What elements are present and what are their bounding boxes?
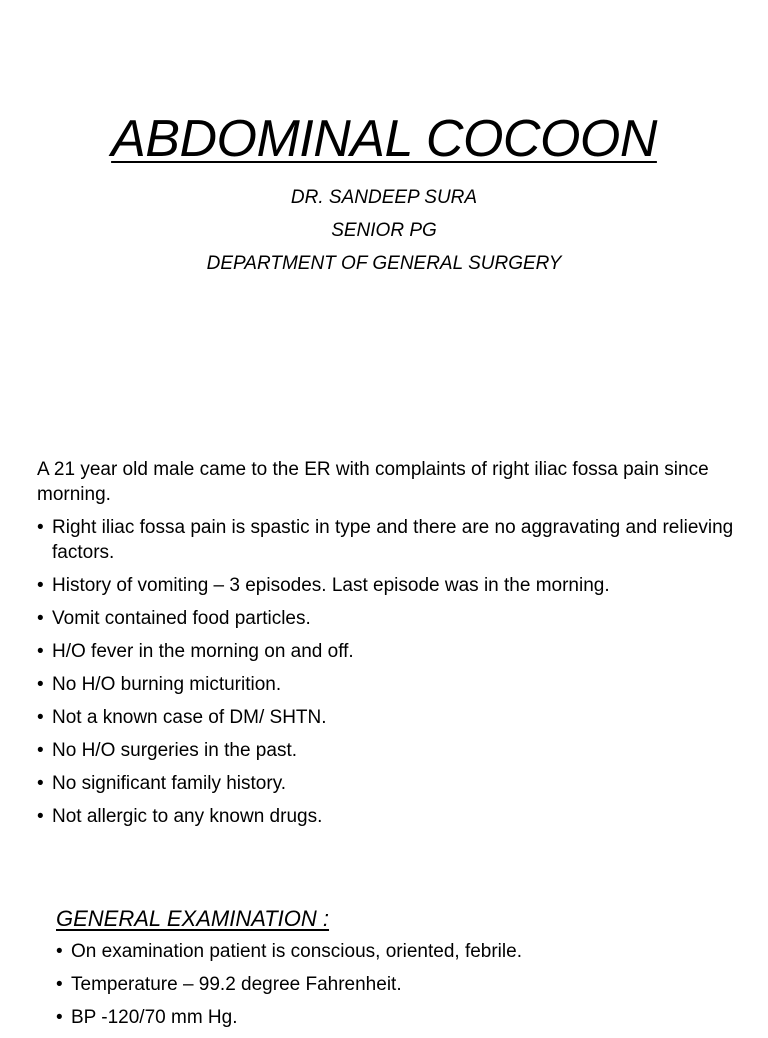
history-bullet-list	[37, 515, 737, 829]
author-name: DR. SANDEEP SURA	[290, 187, 478, 208]
document-title: ABDOMINAL COCOON	[111, 110, 657, 168]
history-bullet: • History of vomiting – 3 episodes. Last episode was in the morning.	[37, 573, 737, 598]
history-intro: A 21 year old male came to the ER with complaints of right iliac fossa pain since morning.	[37, 459, 709, 505]
general-examination-list	[56, 939, 746, 1030]
history-bullet: • No H/O surgeries in the past.	[37, 738, 737, 763]
exam-bullet: • BP -120/70 mm Hg.	[56, 1005, 746, 1030]
author-department: DEPARTMENT OF GENERAL SURGERY	[206, 253, 562, 274]
author-designation: SENIOR PG	[331, 220, 437, 241]
history-section	[37, 457, 737, 837]
exam-bullet: • Temperature – 99.2 degree Fahrenheit.	[56, 972, 746, 997]
history-bullet: • H/O fever in the morning on and off.	[37, 639, 737, 664]
history-bullet: • Not allergic to any known drugs.	[37, 804, 737, 829]
history-bullet: • Vomit contained food particles.	[37, 606, 737, 631]
author-block	[0, 185, 768, 284]
history-bullet: • No H/O burning micturition.	[37, 672, 737, 697]
general-examination-section	[56, 904, 746, 1038]
exam-bullet: • On examination patient is conscious, oriented, febrile.	[56, 939, 746, 964]
general-examination-heading: GENERAL EXAMINATION :	[56, 906, 330, 931]
history-bullet: • Right iliac fossa pain is spastic in type and there are no aggravating and relieving factors.	[37, 515, 737, 565]
history-bullet: • Not a known case of DM/ SHTN.	[37, 705, 737, 730]
history-bullet: • No significant family history.	[37, 771, 737, 796]
